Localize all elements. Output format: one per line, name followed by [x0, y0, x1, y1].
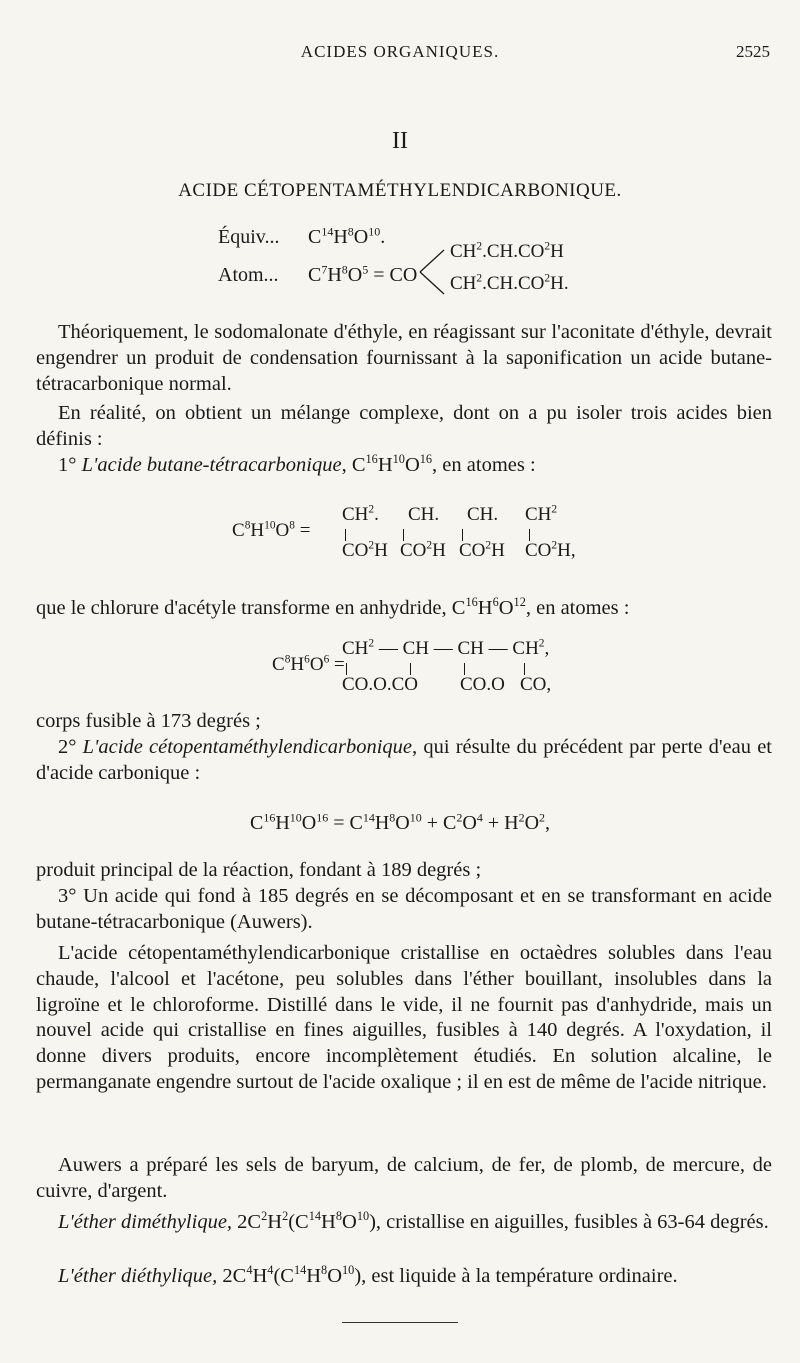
- section-title: ACIDE CÉTOPENTAMÉTHYLENDICARBONIQUE.: [178, 180, 622, 201]
- structure-1-top-3: CH.: [467, 504, 499, 525]
- section-numeral: II: [392, 128, 408, 154]
- structure-1-bottom-3: $CO^2H$: [459, 539, 505, 561]
- structure-2-bottom-3: CO,: [520, 674, 552, 695]
- reaction-equation: $C^{16}H^{10}O^{16} = C^{14}H^8O^{10} + C^2O^4 + H^2O^2$,: [249, 810, 551, 834]
- atom-formula-line: [218, 264, 417, 287]
- structure-1-bottom-2: $CO^2H$: [400, 539, 446, 561]
- item-2-prefix: 2°: [58, 736, 83, 758]
- page-number: 2525: [736, 42, 770, 61]
- structure-1-bottom-4: $CO^2H$,: [525, 539, 576, 561]
- paragraph-salts: Auwers a préparé les sels de baryum, de calcium, de fer, de plomb, de mercure, de cuivre, d'argent.: [36, 1154, 772, 1202]
- equiv-formula-line: [218, 226, 385, 249]
- running-head: [0, 42, 800, 66]
- paragraph-diethyl-ether: [36, 1264, 772, 1290]
- structure-anhydride: [0, 634, 800, 704]
- equiv-label: Équiv...: [218, 226, 280, 248]
- structure-2-left: $C^8H^6O^6$ =: [272, 653, 345, 675]
- structure-2-bottom-2: CO.O: [460, 674, 505, 695]
- structure-1-top-2: CH.: [408, 504, 440, 525]
- item-1: [36, 453, 772, 479]
- atom-branch-bottom: $CH^2.CH.CO^2H$.: [450, 272, 569, 294]
- paragraph-melting-173: corps fusible à 173 degrés ;: [36, 710, 261, 732]
- atom-branch-top: $CH^2.CH.CO^2H$: [450, 240, 564, 262]
- item-2: [36, 735, 772, 787]
- branch-bracket: [418, 244, 448, 300]
- item-1-prefix: 1°: [58, 454, 82, 476]
- paragraph-melting-189: produit principal de la réaction, fondant à 189 degrés ;: [36, 859, 482, 881]
- dimethyl-ether-rest: $2C^2H^2(C^{14}H^8O^{10})$, cristallise en aiguilles, fusibles à 63-64 degrés.: [232, 1209, 769, 1233]
- item-2-name: L'acide cétopentaméthylendicarbonique: [82, 736, 413, 758]
- paragraph-theory: Théoriquement, le sodomalonate d'éthyle, en réagissant sur l'aconitate d'éthyle, devrait engendrer un produit de condensation fournissant à la saponification un acide butane-tétracarbonique normal.: [36, 321, 772, 395]
- dimethyl-ether-name: L'éther diméthylique,: [58, 1211, 233, 1233]
- item-1-rest: , $C^{16}H^{10}O^{16}$, en atomes :: [341, 452, 536, 476]
- structure-1-bottom-1: $CO^2H$: [342, 539, 388, 561]
- item-3: 3° Un acide qui fond à 185 degrés en se décomposant et en se transformant en acide butane-tétracarbonique (Auwers).: [36, 885, 772, 933]
- structure-2-top: $CH^2$ — CH — CH — $CH^2$,: [342, 637, 550, 659]
- paragraph-reality: En réalité, on obtient un mélange complexe, dont on a pu isoler trois acides bien définis :: [36, 402, 772, 450]
- running-title: ACIDES ORGANIQUES.: [300, 42, 500, 61]
- equiv-formula: $C^{14}H^8O^{10}$.: [308, 224, 386, 248]
- structure-2-bottom-1: CO.O.CO: [342, 674, 419, 695]
- paragraph-anhydride: que le chlorure d'acétyle transforme en anhydride, $C^{16}H^6O^{12}$, en atomes :: [36, 595, 630, 619]
- structure-1-top-1: $CH^2$.: [342, 503, 379, 525]
- item-2-rest: , qui résulte du précédent par perte d'eau et d'acide carbonique :: [36, 736, 772, 784]
- item-1-name: L'acide butane-tétracarbonique: [81, 454, 342, 476]
- structure-1-top-4: $CH^2$: [525, 503, 558, 525]
- diethyl-ether-rest: $2C^4H^4(C^{14}H^8O^{10})$, est liquide à la température ordinaire.: [217, 1263, 678, 1287]
- atom-left-formula: $C^7H^8O^5$ = CO: [308, 262, 418, 286]
- atom-label: Atom...: [218, 264, 279, 286]
- paragraph-dimethyl-ether: [36, 1210, 772, 1236]
- paragraph-properties: L'acide cétopentaméthylendicarbonique cristallise en octaèdres solubles dans l'eau chaude, l'alcool et l'acétone, peu solubles dans l'éther bouillant, insolubles dans la ligroïne et le chloroforme. Distillé dans le vide, il ne fournit pas d'anhydride, mais un nouvel acide qui cristallise en fines aiguilles, fusibles à 140 degrés. A l'oxydation, il donne divers produits, encore incomplètement étudiés. En solution alcaline, le permanganate engendre surtout de l'acide oxalique ; il en est de même de l'acide nitrique.: [36, 942, 772, 1093]
- diethyl-ether-name: L'éther diéthylique,: [58, 1265, 218, 1287]
- end-rule: [342, 1322, 458, 1323]
- structure-butane-tetracarbonic: [0, 500, 800, 570]
- structure-1-left: $C^8H^{10}O^8$ =: [232, 519, 311, 541]
